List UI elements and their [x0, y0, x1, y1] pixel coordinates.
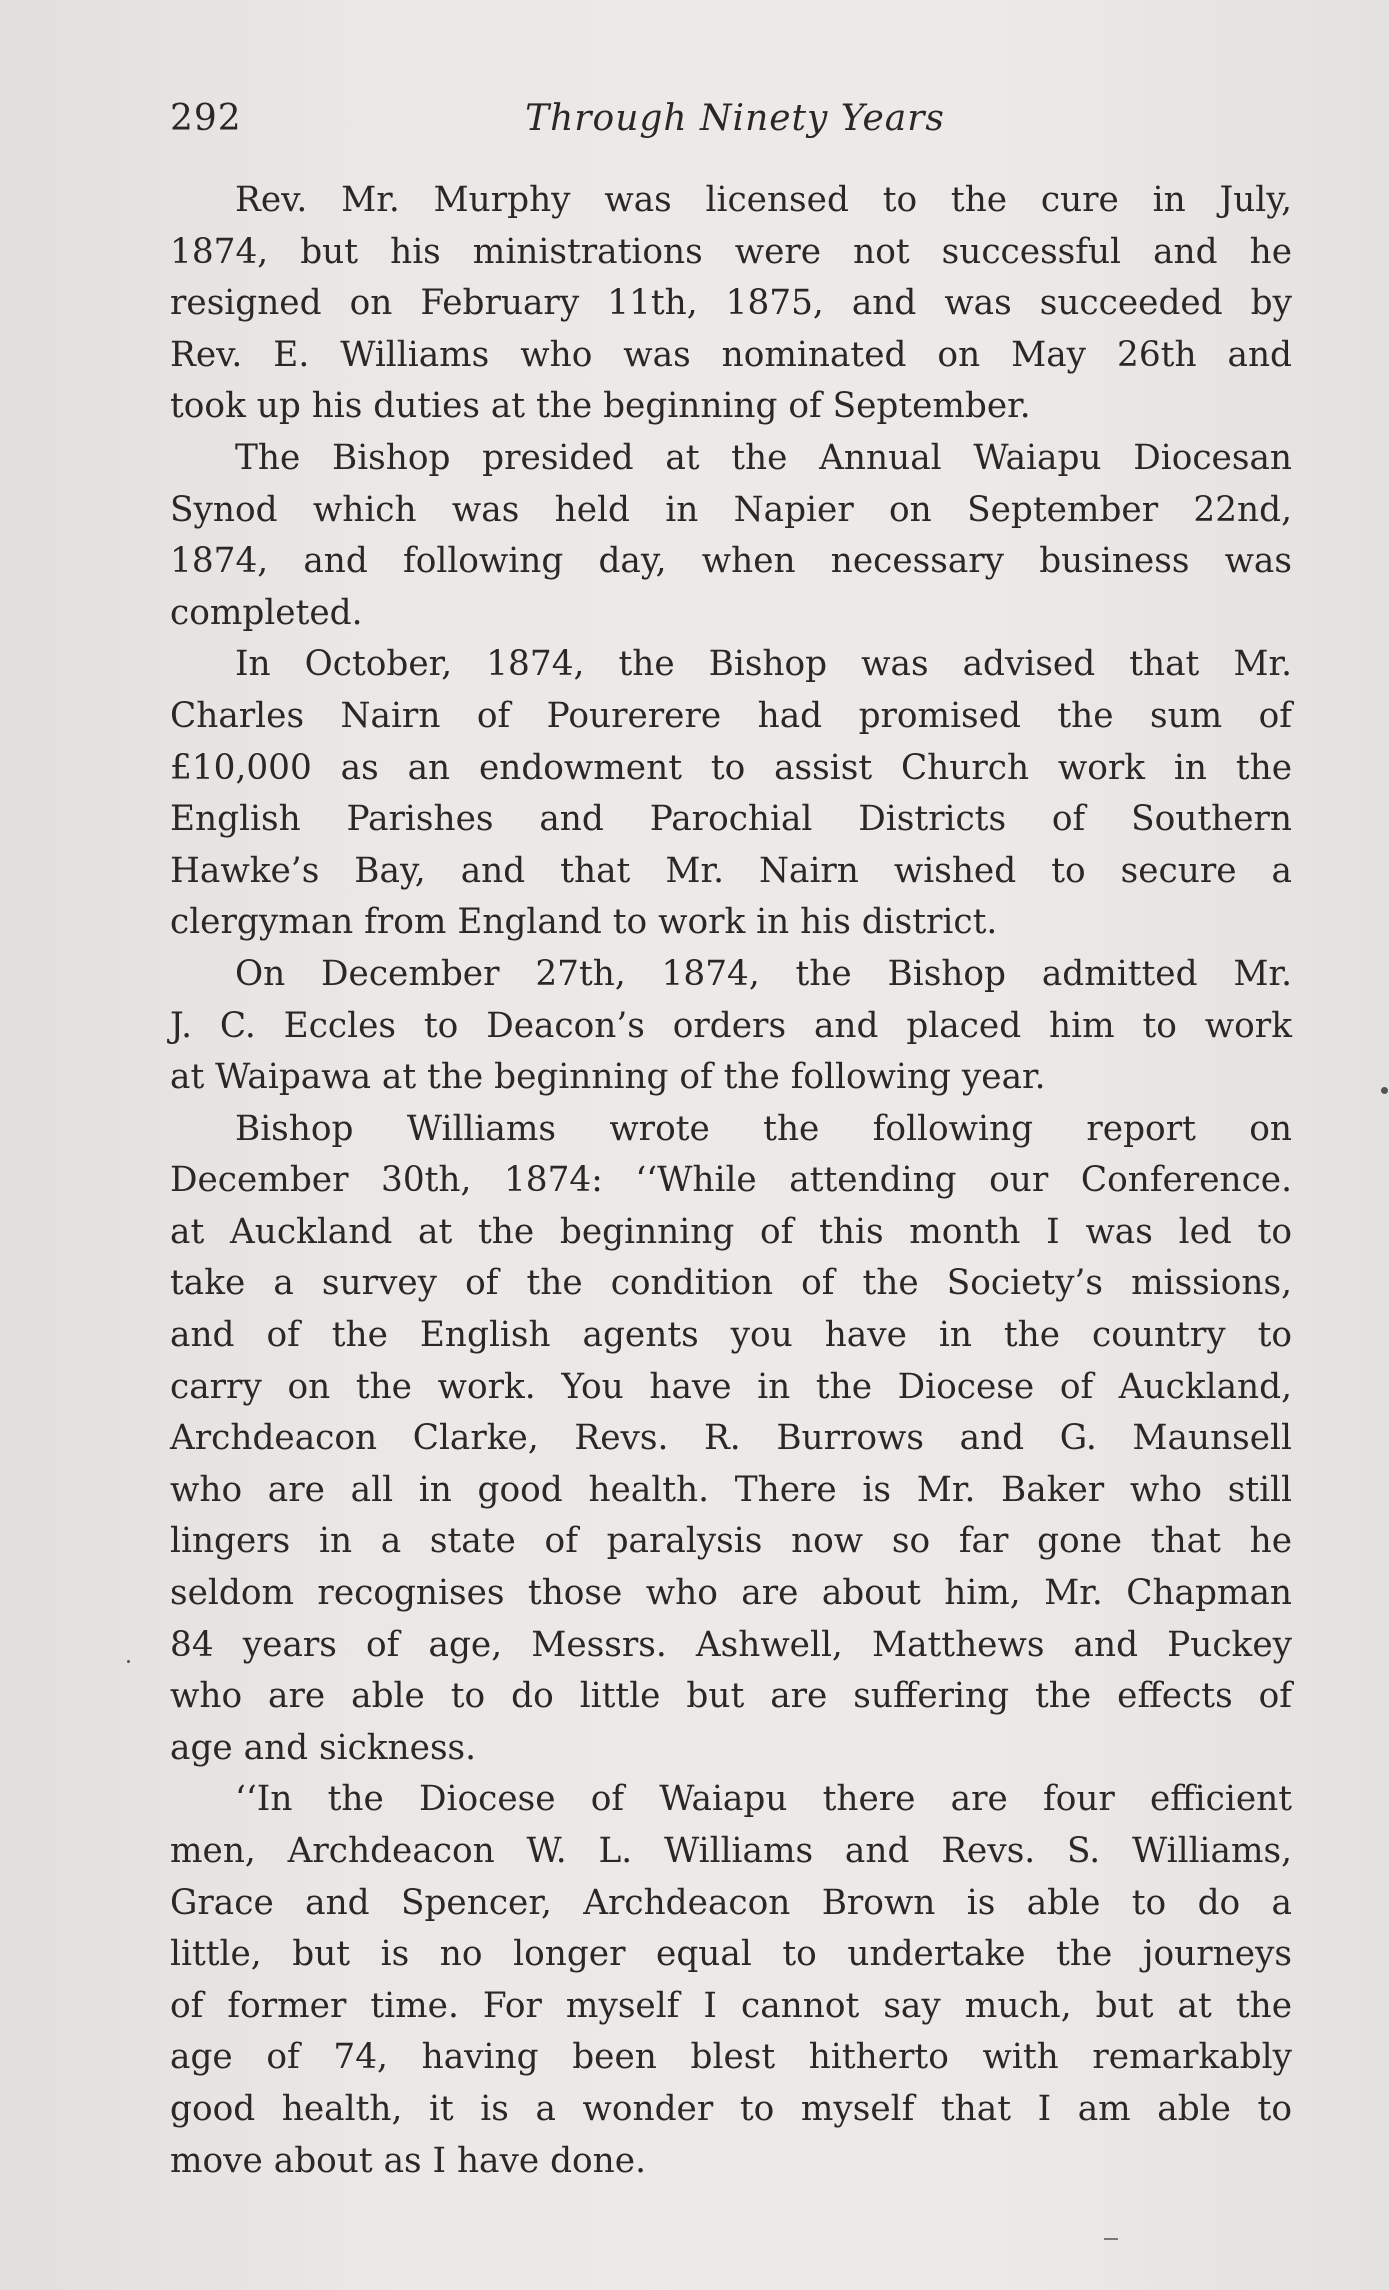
body-text — [170, 175, 1292, 2187]
text-line: On December 27th, 1874, the Bishop admitted Mr. — [235, 953, 1292, 994]
text-line: at Waipawa at the beginning of the following year. — [170, 1057, 1046, 1098]
text-line: 1874, but his ministrations were not successful and he — [170, 231, 1292, 272]
ink-speck — [1381, 1087, 1388, 1094]
text-line: Archdeacon Clarke, Revs. R. Burrows and G. Maunsell — [170, 1418, 1292, 1459]
text-line: English Parishes and Parochial Districts of Southern — [170, 799, 1292, 840]
text-line: 84 years of age, Messrs. Ashwell, Matthews and Puckey — [170, 1624, 1292, 1665]
text-line: age of 74, having been blest hitherto with remarkably — [170, 2037, 1292, 2078]
text-line: Hawke’s Bay, and that Mr. Nairn wished to secure a — [170, 850, 1292, 891]
page-edge-mark — [1104, 2238, 1118, 2240]
text-line: Charles Nairn of Pourerere had promised the sum of — [170, 695, 1292, 736]
text-line: took up his duties at the beginning of September. — [170, 386, 1031, 427]
text-line: age and sickness. — [170, 1727, 477, 1768]
text-line: of former time. For myself I cannot say much, but at the — [170, 1985, 1292, 2026]
text-line: 1874, and following day, when necessary business was — [170, 541, 1292, 582]
text-line: completed. — [170, 592, 363, 633]
text-line: who are all in good health. There is Mr. Baker who still — [170, 1469, 1292, 1510]
text-line: Rev. E. Williams who was nominated on May 26th and — [170, 334, 1292, 375]
text-line: carry on the work. You have in the Diocese of Auckland, — [170, 1366, 1292, 1407]
text-line: Rev. Mr. Murphy was licensed to the cure in July, — [235, 180, 1292, 220]
text-line: £10,000 as an endowment to assist Church work in the — [170, 747, 1292, 788]
text-line: men, Archdeacon W. L. Williams and Revs. S. Williams, — [170, 1831, 1292, 1871]
text-line: resigned on February 11th, 1875, and was succeeded by — [170, 283, 1292, 324]
text-line: lingers in a state of paralysis now so far gone that he — [170, 1521, 1292, 1562]
paragraph — [170, 1104, 1292, 1775]
text-line: Synod which was held in Napier on September 22nd, — [170, 489, 1292, 530]
paragraph — [170, 949, 1292, 1104]
text-line: and of the English agents you have in the country to — [170, 1315, 1292, 1356]
page-number: 292 — [170, 98, 242, 139]
paragraph — [170, 175, 1292, 433]
text-line: little, but is no longer equal to undertake the journeys — [170, 1934, 1292, 1975]
text-line: who are able to do little but are suffering the effects of — [170, 1676, 1292, 1717]
text-line: Grace and Spencer, Archdeacon Brown is able to do a — [170, 1882, 1292, 1923]
paragraph — [170, 1774, 1292, 2187]
text-line: December 30th, 1874: ‘‘While attending our Conference. — [170, 1160, 1292, 1201]
text-line: clergyman from England to work in his district. — [170, 902, 998, 943]
paragraph — [170, 639, 1292, 949]
text-line: move about as I have done. — [170, 2140, 646, 2181]
text-line: J. C. Eccles to Deacon’s orders and placed him to work — [170, 1005, 1292, 1046]
text-line: take a survey of the condition of the Society’s missions, — [170, 1263, 1292, 1304]
text-line: In October, 1874, the Bishop was advised that Mr. — [235, 644, 1292, 685]
page-header — [170, 98, 1300, 148]
text-line: at Auckland at the beginning of this month I was led to — [170, 1211, 1292, 1252]
text-line: ‘‘In the Diocese of Waiapu there are four efficient — [235, 1779, 1292, 1820]
text-line: The Bishop presided at the Annual Waiapu Diocesan — [235, 437, 1292, 478]
text-line: good health, it is a wonder to myself that I am able to — [170, 2088, 1292, 2129]
ink-speck — [127, 1660, 130, 1663]
text-line: seldom recognises those who are about him, Mr. Chapman — [170, 1573, 1292, 1614]
paragraph — [170, 433, 1292, 639]
running-title: Through Ninety Years — [525, 98, 945, 139]
text-line: Bishop Williams wrote the following report on — [235, 1108, 1292, 1149]
